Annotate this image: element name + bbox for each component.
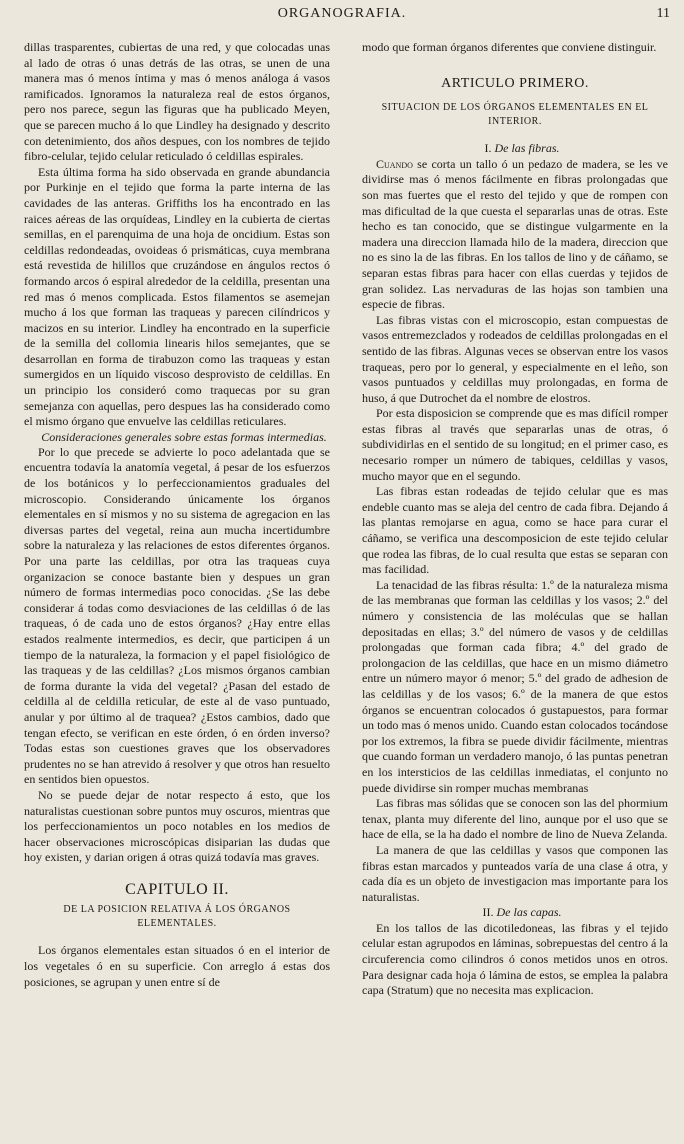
subsection-heading xyxy=(362,905,668,921)
paragraph: Por esta disposicion se comprende que es mas difícil romper estas fibras al través que separarlas unas de otras, ó subdividirlas en el sentido de su longitud; en el primer caso, es necesario romper un número de tabiques, celdillas y vasos, mucho mayor que en el segundo. xyxy=(362,406,668,483)
page-number: 11 xyxy=(656,6,670,21)
paragraph: Los órganos elementales estan situados ó en el interior de los vegetales ó en su superficie. Con arreglo á estas dos posiciones, se agrupan y unen entre sí de xyxy=(24,943,330,989)
paragraph: dillas trasparentes, cubiertas de una red, y que colocadas unas al lado de otras ó unas detrás de las otras, se unen de una manera mas ó menos íntima y mas ó menos análoga á vasos ramificados. Ignoramos la naturaleza real de estos órganos, pero nos parece, segun las figuras que ha publicado Meyen, que se parecen mucho á lo que Lindley ha designado y descrito con detenimiento, dos años despues, con los nombres de tejido fibro-celular, tejido celular reticulado ó celdillas espirales. xyxy=(24,40,330,164)
chapter-subtitle: DE LA POSICION RELATIVA Á LOS ÓRGANOS ELEMENTALES. xyxy=(63,904,291,930)
article-subtitle: SITUACION DE LOS ÓRGANOS ELEMENTALES EN EL INTERIOR. xyxy=(381,102,649,128)
paragraph: La manera de que las celdillas y vasos que componen las fibras estan marcados y punteados varía de una clase á otra, y cada día es un objeto de investigacion mas importante para los naturalistas. xyxy=(362,842,668,904)
paragraph: Por lo que precede se advierte lo poco adelantada que se encuentra todavía la anatomía vegetal, á pesar de los esfuerzos de los botánicos y lo perfeccionamientos graduales del microscopio. Considerando únicamente los órganos elementales en sí mismos y no su sistema de agregacion en las diversas partes del vegetal, reina aun mucha incertidumbre sobre la naturaleza y las relaciones de estos diferentes órganos. Por una parte las celdillas, por otra las traqueas cuya organizacion se conoce bastante bien y despues un gran número de formas intermedias poco conocidas. ¿Se las debe considerar á todas como desviaciones de las celdillas ó de las traqueas, ó de cada uno de estos órganos? ¿Hay entre ellas estados realmente intermedios, es decir, que participen á un tiempo de la naturaleza, la formacion y el papel fisiológico de las traqueas y de las celdillas? ¿Los mismos órganos cambian de forma durante la vida del vegetal? ¿Pasan del estado de celdilla al de celdilla reticular, de este al de vaso puntuado, anular y por último al de traquea? ¿Estos cambios, dado que tengan efecto, se verifican en este órden, ó en órden inverso? Todas estas son cuestiones graves que los observadores prudentes no se han atrevido á resolver y que otros han resuelto en sentidos bien opuestos. xyxy=(24,444,330,787)
paragraph: Las fibras estan rodeadas de tejido celular que es mas endeble cuanto mas se aleja del centro de cada fibra. Dejando á las plantas remojarse en agua, como se hace para curar el cáñamo, se verifica una descomposicion de este tejido celular que rodea las fibras, de lo cual resulta que estas se separan con mas facilidad. xyxy=(362,484,668,577)
paragraph: En los tallos de las dicotiledoneas, las fibras y el tejido celular estan agrupodos en láminas, sobrepuestas del centro á la circuferencia como cilindros ó conos metidos unos en otros. Para designar cada hoja ó lámina de estos, se emplea la palabra capa (Stratum) que no necesita mas explicacion. xyxy=(362,920,668,998)
subsection-title: De las capas. xyxy=(496,905,562,920)
subsection-number: II. xyxy=(482,905,494,920)
left-column xyxy=(24,40,330,990)
section-heading: Consideraciones generales sobre estas formas intermedias. xyxy=(41,429,327,444)
subsection-number: I. xyxy=(484,141,492,156)
subsection-heading xyxy=(362,141,668,157)
paragraph: Las fibras mas sólidas que se conocen son las del phormium tenax, planta muy diferente del lino, aunque por el uso que se hace de ella, se la ha dado el nombre de lino de Nueva Zelanda. xyxy=(362,796,668,842)
paragraph: No se puede dejar de notar respecto á esto, que los naturalistas cuestionan sobre puntos muy oscuros, mientras que los perfeccionamientos un poco notables en los medios de hacer observaciones microscópicas disiparian las dudas que hoy existen, y darian origen á otras quizá todavía mas graves. xyxy=(24,787,330,865)
lead-word: Cuando xyxy=(376,156,413,171)
paragraph: Las fibras vistas con el microscopio, estan compuestas de vasos entremezclados y rodeados de celdillas prolongadas en el sentido de las fibras. Algunas veces se observan entre los vasos traqueas, pero por lo general, y especialmente en el leño, son vasos puntuados y celdillas muy prolongadas, en forma de huso, á que Dutrochet da el nombre de elostros. xyxy=(362,312,668,405)
paragraph-body: se corta un tallo ó un pedazo de madera, se les ve dividirse mas ó menos fácilmente en fibras prolongadas que son mas fuertes que el resto del tejido y que de rompen con mas dificultad de la que cuesta el separarlas unas de otras. Este hecho es tan conocido, que se distingue vulgarmente en la madera una direccion llamada hilo de la madera, direccion que no es sino la de las fibras. En los tallos de lino y de cáñamo, se separan estas fibras para hacer con ellas cuerdas y tejidos de gran solidez. Las nervaduras de las hojas son tambien una especie de fibras. xyxy=(362,156,668,312)
paragraph: Esta última forma ha sido observada en grande abundancia por Purkinje en el tejido que forma la parte interna de las cavidades de las anteras. Griffiths los ha encontrado en las raices aéreas de las orquídeas, Lindley en la cubierta de ciertas semillas, en el parenquima de una hoja de oncidium. Estas son celdillas redondeadas, ovoideas ó prismáticas, cuya membrana está revestida de hilillos que cruzándose en ángulos rectos ó formando arcos ó espiral alrededor de la celdilla, presentan una red mas ó menos complicada. Estos filamentos se asemejan mucho á los que forman las traqueas y parecen cilíndricos y macizos en su interior. Lindley ha encontrado en la superficie de la semilla del collomia linearis hilos semejantes, que se desarrollan en forma de tirabuzon como las traqueas y estan sumergidos en un líquido viscoso desprovisto de celdillas. En un principio los consideró como traquecas por su gran semejanza con aquellas, pero despues las ha considerado como el mismo órgano que envuelve las celdillas reticulares. xyxy=(24,164,330,429)
paragraph: La tenacidad de las fibras résulta: 1.º de la naturaleza misma de las membranas que forman las celdillas y los vasos; 2.º del número y consistencia de las moléculas que se hallan depositadas en ellas; 3.º del número de vasos y de celdillas prolongadas que forman cada fibra; 4.º del grado de prolongacion de las celdillas, que hace en un mismo diámetro entre un número mayor ó menor; 5.º del grado de adhesion de las celdillas y de los vasos; 6.º de la manera de que estos órganos se encuentran colocados ó gustapuestos, para formar un todo mas ó menos unido. Cuando estan colocados tocándose por los extremos, la fibra se puede dividir fácilmente, mientras que cuando forman un verdadero manojo, ó las puntas penetran en los intersticios de las celdillas inmediatas, el conjunto no puede dividirse sin romper muchas membranas xyxy=(362,577,668,795)
running-title: ORGANOGRAFIA. xyxy=(277,6,407,21)
running-header xyxy=(0,6,684,32)
paragraph: modo que forman órganos diferentes que conviene distinguir. xyxy=(362,40,657,54)
right-column xyxy=(362,40,668,999)
paragraph xyxy=(362,157,668,313)
subsection-title: De las fibras. xyxy=(494,141,560,156)
article-heading: ARTICULO PRIMERO. xyxy=(441,75,589,91)
chapter-heading: CAPITULO II. xyxy=(125,880,229,898)
